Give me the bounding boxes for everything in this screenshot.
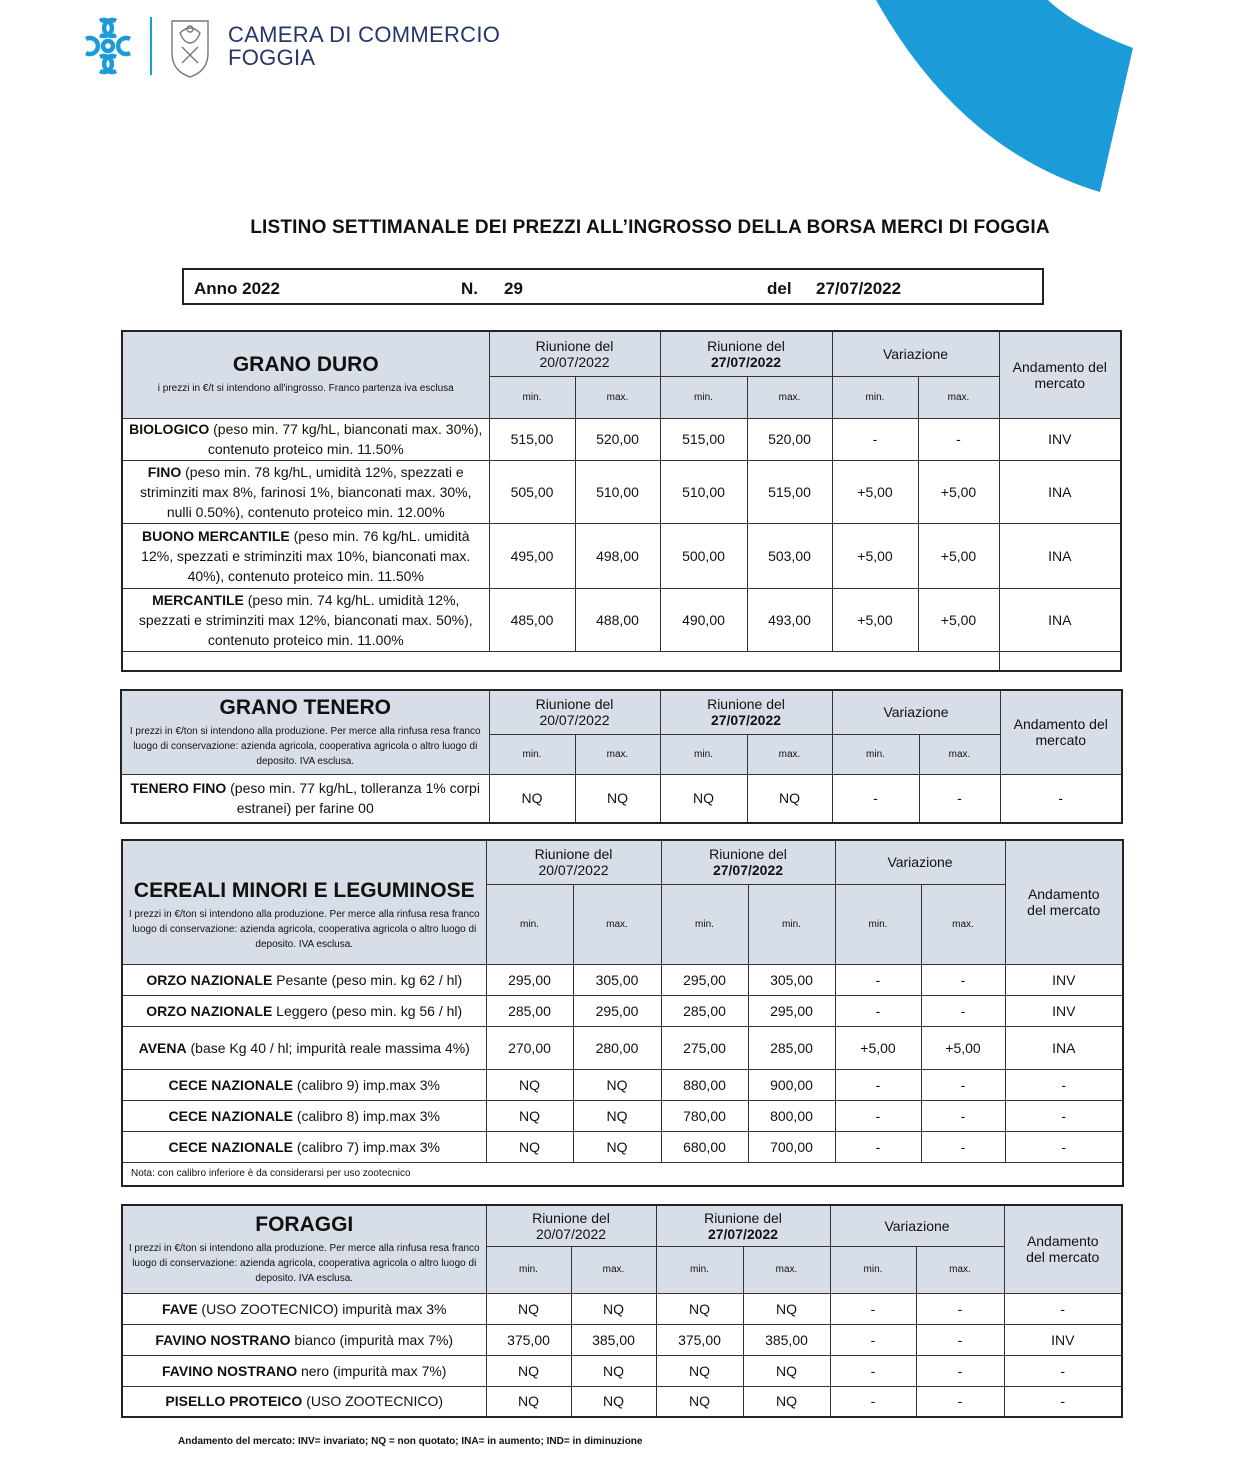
price-cell: 503,00 [747,523,832,588]
price-cell: NQ [573,1069,661,1100]
header-variation: Variazione [832,690,1000,734]
text-label: FAVE [162,1300,198,1317]
text-label: TENERO FINO [130,780,227,797]
price-cell: 498,00 [575,523,660,588]
header-prev-meeting [486,840,661,884]
product-desc [121,774,489,823]
date-label: del [767,279,792,298]
text-label: (peso min. 76 kg/hL. umidità 12%, spezzati e striminziti max 10%, bianconati max. 40%), contenuto proteico min. 11.50% [141,527,471,584]
price-cell: INV [1005,995,1123,1026]
text-label: AVENA [138,1039,187,1056]
price-cell: 285,00 [748,1026,835,1069]
price-cell: 488,00 [575,588,660,651]
price-cell: - [916,1324,1004,1355]
product-desc [122,418,489,460]
price-cell: +5,00 [918,588,999,651]
text-label: max. [916,1246,1004,1293]
header-prev-meeting [489,690,660,734]
price-cell: +5,00 [832,588,918,651]
section-title: GRANO DURO [232,353,379,377]
price-cell: 280,00 [573,1026,661,1069]
price-cell: NQ [571,1293,656,1324]
text-label: Riunione del [709,846,787,863]
text-label: min. [661,884,748,964]
price-cell: 305,00 [573,964,661,995]
number-value: 29 [504,279,523,298]
header-variation: Variazione [832,331,999,376]
price-cell: 495,00 [489,523,575,588]
price-cell: 515,00 [660,418,747,460]
price-cell: NQ [486,1386,571,1417]
text-label: CECE NAZIONALE [168,1138,293,1155]
table-row [122,588,1121,651]
text-label: FINO [147,463,182,480]
text-label: Riunione del [535,337,614,354]
price-cell: - [918,418,999,460]
number-label: N. [461,279,478,298]
text-label: 27/07/2022 [707,1225,779,1242]
text-label: max. [573,884,661,964]
text-label: (calibro 7) imp.max 3% [292,1138,440,1155]
text-label: min. [660,734,747,774]
text-label: Riunione del [532,1209,610,1226]
price-cell: - [830,1355,916,1386]
price-cell: - [1005,1069,1123,1100]
section-note: I prezzi in €/ton si intendono alla produzione. Per merce alla rinfusa resa franco luogo di conservazione: azienda agricola, cooperativa agricola o altro luogo di deposito. IVA esclusa. [129,725,481,767]
price-cell: NQ [486,1100,573,1131]
text-label: FAVINO NOSTRANO [162,1362,298,1379]
price-cell: +5,00 [832,460,918,523]
text-label: 20/07/2022 [538,862,609,879]
text-label: (base Kg 40 / hl; impurità reale massima 4%) [186,1039,470,1056]
price-cell: INA [1005,1026,1123,1069]
text-label: ORZO NAZIONALE [146,1002,273,1019]
text-label: min. [656,1246,743,1293]
table-foraggi [121,1204,1123,1418]
text-label: Riunione del [534,846,613,863]
text-label: min. [835,884,921,964]
text-label: 27/07/2022 [710,353,782,370]
text-label: Andamento [1026,1233,1099,1250]
header-min: min. [832,376,918,418]
table-row [122,1026,1123,1069]
price-cell: NQ [656,1293,743,1324]
price-cell: NQ [656,1386,743,1417]
price-cell: - [916,1355,1004,1386]
price-cell: NQ [743,1355,830,1386]
text-label: CECE NAZIONALE [168,1107,293,1124]
price-cell: - [1004,1293,1122,1324]
header-max: max. [918,376,999,418]
text-label: (calibro 8) imp.max 3% [292,1107,440,1124]
price-cell: NQ [660,774,747,823]
table-row [122,1293,1122,1324]
price-cell: 295,00 [661,964,748,995]
header-variation: Variazione [835,840,1005,884]
price-cell: - [916,1386,1004,1417]
text-label: (peso min. 78 kg/hL, umidità 12%, spezzati e striminziti max 8%, farinosi 1%, bianconati max. 30%, nulli 0.50%), contenuto proteico min. 12.00% [140,463,472,520]
text-label: Leggero (peso min. kg 56 / hl) [272,1002,463,1019]
price-cell: NQ [571,1355,656,1386]
price-cell: 510,00 [660,460,747,523]
price-cell: 680,00 [661,1131,748,1162]
text-label: Pesante (peso min. kg 62 / hl) [272,971,463,988]
header-min: min. [660,376,747,418]
price-cell: +5,00 [918,460,999,523]
price-cell: - [921,1100,1005,1131]
table-row [122,964,1123,995]
price-cell: 305,00 [748,964,835,995]
text-label: CECE NAZIONALE [168,1076,293,1093]
price-cell: - [1005,1131,1123,1162]
price-cell: - [921,1069,1005,1100]
table-row [122,1131,1123,1162]
text-label: Riunione del [707,337,785,354]
price-cell: NQ [486,1131,573,1162]
table-cereali-minori [121,839,1124,1187]
price-cell: - [921,1131,1005,1162]
text-label: Andamento [1027,886,1100,903]
org-line-2: FOGGIA [228,45,316,70]
price-cell: - [1004,1355,1122,1386]
price-cell: - [835,1069,921,1100]
header-curr-meeting [660,690,832,734]
text-label: max. [743,1246,830,1293]
legend-footer: Andamento del mercato: INV= invariato; NQ = non quotato; INA= in aumento; IND= in diminuzione [178,1436,643,1447]
price-cell: 285,00 [486,995,573,1026]
price-cell: NQ [743,1386,830,1417]
table-row [121,774,1122,823]
price-cell: 900,00 [748,1069,835,1100]
text-label: 20/07/2022 [539,712,610,729]
table-row [122,1386,1122,1417]
text-label: del mercato [1027,902,1101,919]
text-label: min. [748,884,835,964]
price-cell: +5,00 [835,1026,921,1069]
header-curr-meeting [660,331,832,376]
text-label: (USO ZOOTECNICO) impurità max 3% [197,1300,447,1317]
header-prev-meeting [486,1205,656,1246]
price-cell: - [835,1100,921,1131]
price-cell: 515,00 [489,418,575,460]
price-cell: +5,00 [921,1026,1005,1069]
text-label: 27/07/2022 [712,862,784,879]
text-label: Riunione del [707,696,785,713]
table-row [122,995,1123,1026]
section-note: I prezzi in €/ton si intendono alla produzione. Per merce alla rinfusa resa franco luogo di conservazione: azienda agricola, cooperativa agricola o altro luogo di deposito. IVA esclusa. [128,1242,480,1284]
price-cell: 385,00 [743,1324,830,1355]
text-label: Riunione del [535,696,614,713]
price-cell: NQ [573,1100,661,1131]
price-cell: INV [1004,1324,1122,1355]
price-cell: NQ [656,1355,743,1386]
price-cell: - [921,995,1005,1026]
price-cell: - [830,1324,916,1355]
price-cell: 285,00 [661,995,748,1026]
text-label: 20/07/2022 [539,353,610,370]
price-cell: - [835,964,921,995]
table-row [122,1100,1123,1131]
text-label: FAVINO NOSTRANO [155,1331,291,1348]
price-cell: 295,00 [573,995,661,1026]
organization-name [228,23,500,69]
section-header [122,331,489,418]
text-label: min. [486,1246,571,1293]
price-cell: NQ [573,1131,661,1162]
footnote: Nota: con calibro inferiore è da considerarsi per uso zootecnico [122,1162,1123,1186]
table-row [122,1355,1122,1386]
price-cell: INA [999,588,1121,651]
header-variation: Variazione [830,1205,1004,1246]
text-label: del mercato [1026,1249,1100,1266]
text-label: min. [830,1246,916,1293]
price-cell: 780,00 [661,1100,748,1131]
header-market-trend: Andamento del mercato [1000,690,1122,774]
price-cell: - [1004,1386,1122,1417]
year-label: Anno 2022 [194,279,280,298]
section-header [122,1205,486,1293]
price-cell: - [919,774,1000,823]
product-desc [122,523,489,588]
price-cell: - [832,774,919,823]
price-cell: 510,00 [575,460,660,523]
text-label: min. [832,734,919,774]
price-cell: 275,00 [661,1026,748,1069]
product-desc [122,588,489,651]
table-grano-tenero [120,689,1123,824]
table-row [122,523,1121,588]
price-cell: 500,00 [660,523,747,588]
price-cell: - [1005,1100,1123,1131]
section-title: CEREALI MINORI E LEGUMINOSE [133,878,475,902]
price-cell: 493,00 [747,588,832,651]
price-cell: NQ [571,1386,656,1417]
header-curr-meeting [661,840,835,884]
text-label: nero (impurità max 7%) [297,1362,447,1379]
price-cell: 505,00 [489,460,575,523]
text-label: bianco (impurità max 7%) [290,1331,454,1348]
text-label: 20/07/2022 [535,1225,607,1242]
price-cell: NQ [747,774,832,823]
price-cell: 880,00 [661,1069,748,1100]
text-label: BUONO MERCANTILE [141,527,290,544]
section-note: I prezzi in €/ton si intendono alla produzione. Per merce alla rinfusa resa franco luogo di conservazione: azienda agricola, cooperativa agricola o altro luogo di deposito. IVA esclusa. [128,908,480,950]
text-label: MERCANTILE [152,591,244,608]
price-cell: NQ [486,1069,573,1100]
issue-info-box [182,268,1044,305]
text-label: (peso min. 74 kg/hL. umidità 12%, spezzati e striminziti max 12%, bianconati max. 50%), contenuto proteico min. 11.00% [138,591,473,648]
price-cell: NQ [486,1355,571,1386]
text-label: 27/07/2022 [710,712,782,729]
product-desc [122,460,489,523]
price-cell: INA [999,460,1121,523]
text-label: (peso min. 77 kg/hL, tolleranza 1% corpi estranei) per farine 00 [226,780,480,817]
price-cell: NQ [486,1293,571,1324]
price-cell: - [830,1293,916,1324]
text-label: max. [919,734,1000,774]
empty-row [122,651,1121,671]
price-cell: NQ [575,774,660,823]
header-min: min. [489,376,575,418]
text-label: (calibro 9) imp.max 3% [292,1076,440,1093]
price-cell: 295,00 [748,995,835,1026]
logo-separator [150,17,152,75]
header-prev-meeting [489,331,660,376]
price-cell: 375,00 [486,1324,571,1355]
price-cell: NQ [743,1293,830,1324]
price-cell: 515,00 [747,460,832,523]
page-title: LISTINO SETTIMANALE DEI PREZZI ALL’INGROSSO DELLA BORSA MERCI DI FOGGIA [250,217,1050,238]
price-cell: INV [999,418,1121,460]
price-cell: +5,00 [832,523,918,588]
text-label: PISELLO PROTEICO [165,1393,303,1410]
price-cell: 800,00 [748,1100,835,1131]
price-cell: 270,00 [486,1026,573,1069]
text-label: max. [747,734,832,774]
table-grano-duro [121,330,1122,672]
table-row [122,418,1121,460]
text-label: (peso min. 77 kg/hL, bianconati max. 30%), contenuto proteico min. 11.50% [207,421,483,457]
price-cell: - [835,1131,921,1162]
price-cell: - [1000,774,1122,823]
section-title: FORAGGI [255,1212,354,1236]
price-cell: - [916,1293,1004,1324]
text-label: min. [489,734,575,774]
price-cell: 520,00 [747,418,832,460]
header-max: max. [575,376,660,418]
price-cell: 490,00 [660,588,747,651]
price-cell: 485,00 [489,588,575,651]
text-label: min. [486,884,573,964]
text-label: max. [571,1246,656,1293]
header-market-trend [1004,1205,1122,1293]
date-value: 27/07/2022 [816,279,902,298]
price-cell: 385,00 [571,1324,656,1355]
price-cell: 700,00 [748,1131,835,1162]
price-cell: NQ [489,774,575,823]
table-row [122,1069,1123,1100]
text-label: max. [575,734,660,774]
coat-of-arms-icon [166,13,214,79]
price-cell: - [832,418,918,460]
price-cell: - [835,995,921,1026]
header-max: max. [747,376,832,418]
price-cell: - [921,964,1005,995]
chamber-logo-icon [76,13,140,79]
text-label: max. [921,884,1005,964]
section-note: i prezzi in €/t si intendono all'ingrosso. Franco partenza iva esclusa [157,383,454,395]
text-label: Riunione del [704,1209,782,1226]
table-row [122,460,1121,523]
price-cell: INA [999,523,1121,588]
price-cell: +5,00 [918,523,999,588]
section-header [122,840,486,964]
footnote-row [122,1162,1123,1186]
price-cell: 375,00 [656,1324,743,1355]
text-label: BIOLOGICO [129,421,210,437]
section-title: GRANO TENERO [219,695,391,719]
org-line-1: CAMERA DI COMMERCIO [228,22,501,47]
header-market-trend: Andamento del mercato [999,331,1121,418]
header-logo [76,10,500,82]
header-curr-meeting [656,1205,830,1246]
text-label: ORZO NAZIONALE [146,971,273,988]
price-cell: 295,00 [486,964,573,995]
price-cell: 520,00 [575,418,660,460]
header-market-trend [1005,840,1123,964]
price-cell: INV [1005,964,1123,995]
price-cell: - [830,1386,916,1417]
table-row [122,1324,1122,1355]
text-label: (USO ZOOTECNICO) [302,1393,444,1410]
section-header [121,690,489,774]
